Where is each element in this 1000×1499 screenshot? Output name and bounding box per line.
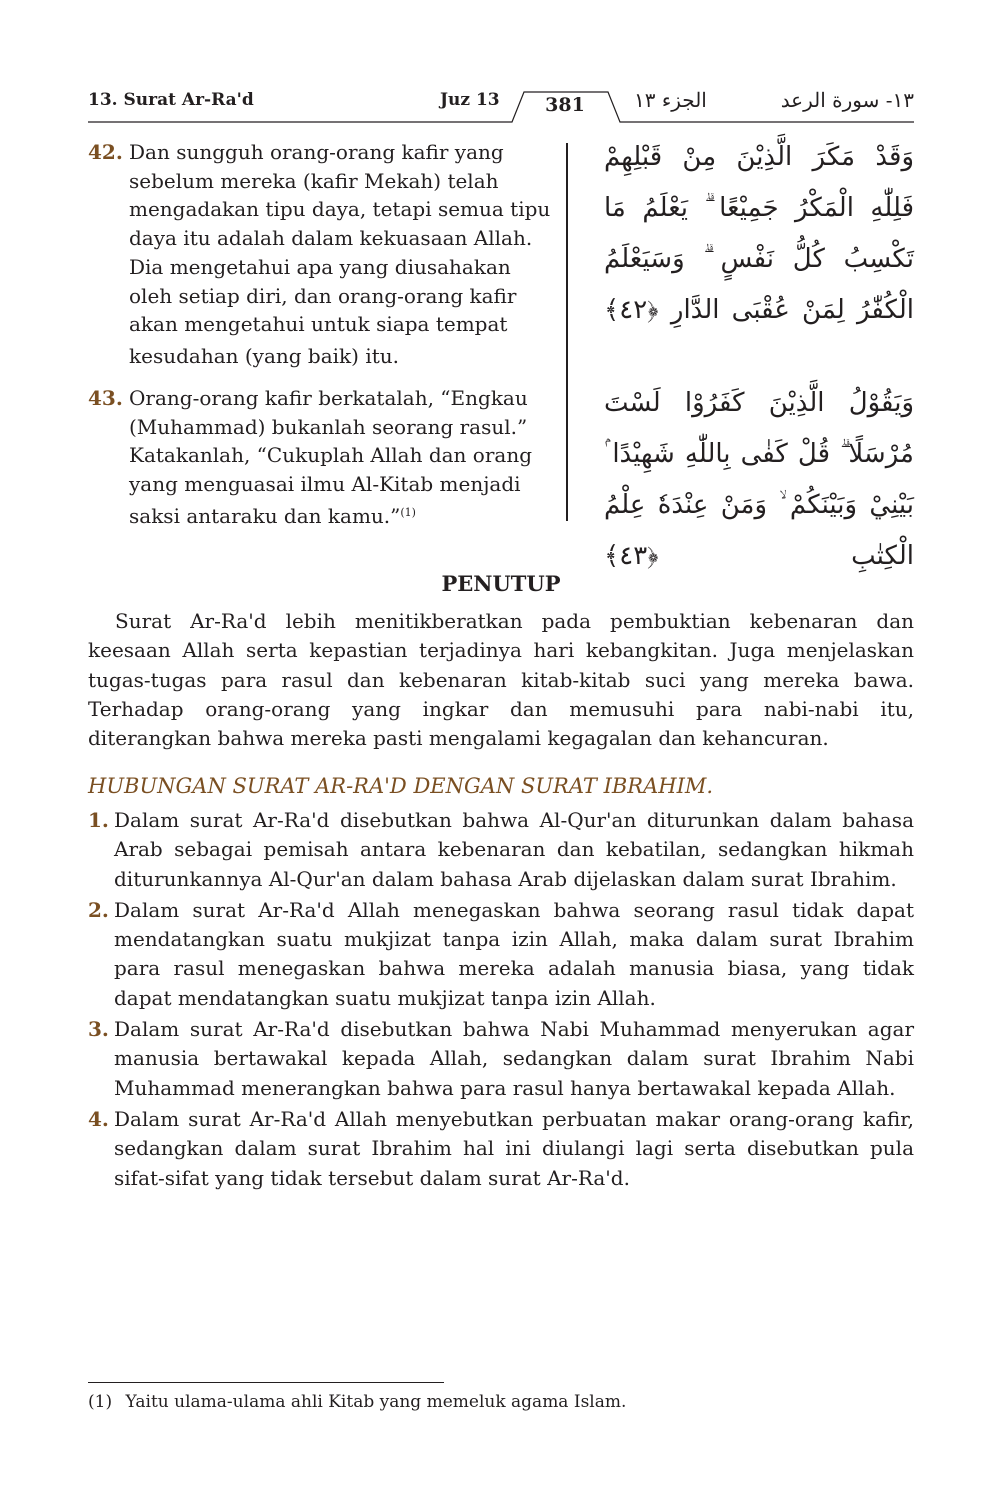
verse-translation-42 — [88, 138, 558, 371]
list-item — [88, 896, 914, 1013]
footnote — [88, 1392, 626, 1412]
page-number: 381 — [545, 94, 585, 116]
list-item-text: Dalam surat Ar-Ra'd disebutkan bahwa Nabi Muhammad menyerukan agar manusia bertawakal kepada Allah, sedangkan dalam surat Ibrahim Nabi Muhammad menerangkan bahwa para rasul hanya bertawakal kepada Allah. — [114, 1017, 914, 1100]
verse-number: 43. — [88, 386, 123, 410]
list-item — [88, 1015, 914, 1103]
header-juz-latin: Juz 13 — [440, 90, 500, 110]
footnote-mark: (1) — [88, 1392, 113, 1412]
relation-list — [88, 806, 914, 1195]
footnote-ref: (1) — [400, 505, 416, 519]
list-item-number: 1. — [88, 808, 109, 832]
header-surah-arabic: ١٣- سورة الرعد — [780, 88, 914, 112]
closing-paragraph: Surat Ar-Ra'd lebih menitikberatkan pada pembuktian kebenaran dan keesaan Allah serta kepastian terjadinya hari kebangkitan. Juga menjelaskan tugas-tugas para rasul dan kebenaran kitab-kitab suci yang mereka bawa. Terhadap orang-orang yang ingkar dan memusuhi para nabi-nabi itu, diterangkan bahwa mereka pasti mengalami kegagalan dan kehancuran. — [88, 609, 914, 751]
section-title: PENUTUP — [441, 571, 561, 596]
verse-arabic-42: وَقَدْ مَكَرَ الَّذِيْنَ مِنْ قَبْلِهِمْ فَلِلّٰهِ الْمَكْرُ جَمِيْعًا ۗ يَعْلَمُ مَا تَكْسِبُ كُلُّ نَفْسٍ ۗ وَسَيَعْلَمُ الْكُفّٰرُ لِمَنْ عُقْبَى الدَّارِ ﴿٤٢﴾ — [604, 142, 914, 325]
list-item-number: 2. — [88, 897, 109, 922]
running-header — [88, 88, 914, 128]
verse-arabic-43: وَيَقُوْلُ الَّذِيْنَ كَفَرُوْا لَسْتَ مُرْسَلًا ۗ قُلْ كَفٰى بِاللّٰهِ شَهِيْدًا ۢ بَيْنِيْ وَبَيْنَكُمْ ۙ وَمَنْ عِنْدَهٗ عِلْمُ الْكِتٰبِ ﴿٤٣﴾ — [604, 388, 914, 571]
verse-translation-43 — [88, 384, 558, 531]
list-item-number: 3. — [88, 1017, 109, 1042]
verse-text: Dan sungguh orang-orang kafir yang sebelum mereka (kafir Mekah) telah mengadakan tipu daya, tetapi semua tipu daya itu adalah dalam kekuasaan Allah. Dia mengetahui apa yang diusahakan oleh setiap diri, dan orang-orang kafir akan mengetahui untuk siapa tempat kesudahan (yang baik) itu. — [129, 140, 551, 368]
relation-heading: HUBUNGAN SURAT AR-RA'D DENGAN SURAT IBRAHIM. — [88, 774, 714, 798]
header-juz-arabic: الجزء ١٣ — [634, 88, 707, 112]
list-item-text: Dalam surat Ar-Ra'd Allah menegaskan bahwa seorang rasul tidak dapat mendatangkan suatu mukjizat tanpa izin Allah, maka dalam surat Ibrahim para rasul menegaskan bahwa mereka adalah manusia biasa, yang tidak dapat mendatangkan suatu mukjizat tanpa izin Allah. — [114, 897, 914, 1010]
footnote-text: Yaitu ulama-ulama ahli Kitab yang memeluk agama Islam. — [125, 1392, 627, 1412]
column-divider — [566, 143, 568, 521]
list-item-number: 4. — [88, 1106, 109, 1131]
list-item — [88, 1105, 914, 1193]
list-item-text: Dalam surat Ar-Ra'd disebutkan bahwa Al-Qur'an diturunkan dalam bahasa Arab sebagai pemisah antara kebenaran dan kebatilan, sedangkan hikmah diturunkannya Al-Qur'an dalam bahasa Arab dijelaskan dalam surat Ibrahim. — [114, 808, 914, 891]
list-item-text: Dalam surat Ar-Ra'd Allah menyebutkan perbuatan makar orang-orang kafir, sedangkan dalam surat Ibrahim hal ini diulangi lagi serta disebutkan pula sifat-sifat yang tidak tersebut dalam surat Ar-Ra'd. — [114, 1106, 914, 1190]
verse-number: 42. — [88, 140, 123, 164]
footnote-rule — [88, 1382, 444, 1383]
list-item — [88, 806, 914, 894]
verse-text: Orang-orang kafir berkatalah, “Engkau (Muhammad) bukanlah seorang rasul.” Katakanlah, “Cukuplah Allah dan orang yang menguasai ilmu Al-Kitab menjadi saksi antaraku dan kamu.”$^{(1)}$ — [129, 386, 533, 528]
header-surah-latin: 13. Surat Ar-Ra'd — [88, 90, 254, 110]
